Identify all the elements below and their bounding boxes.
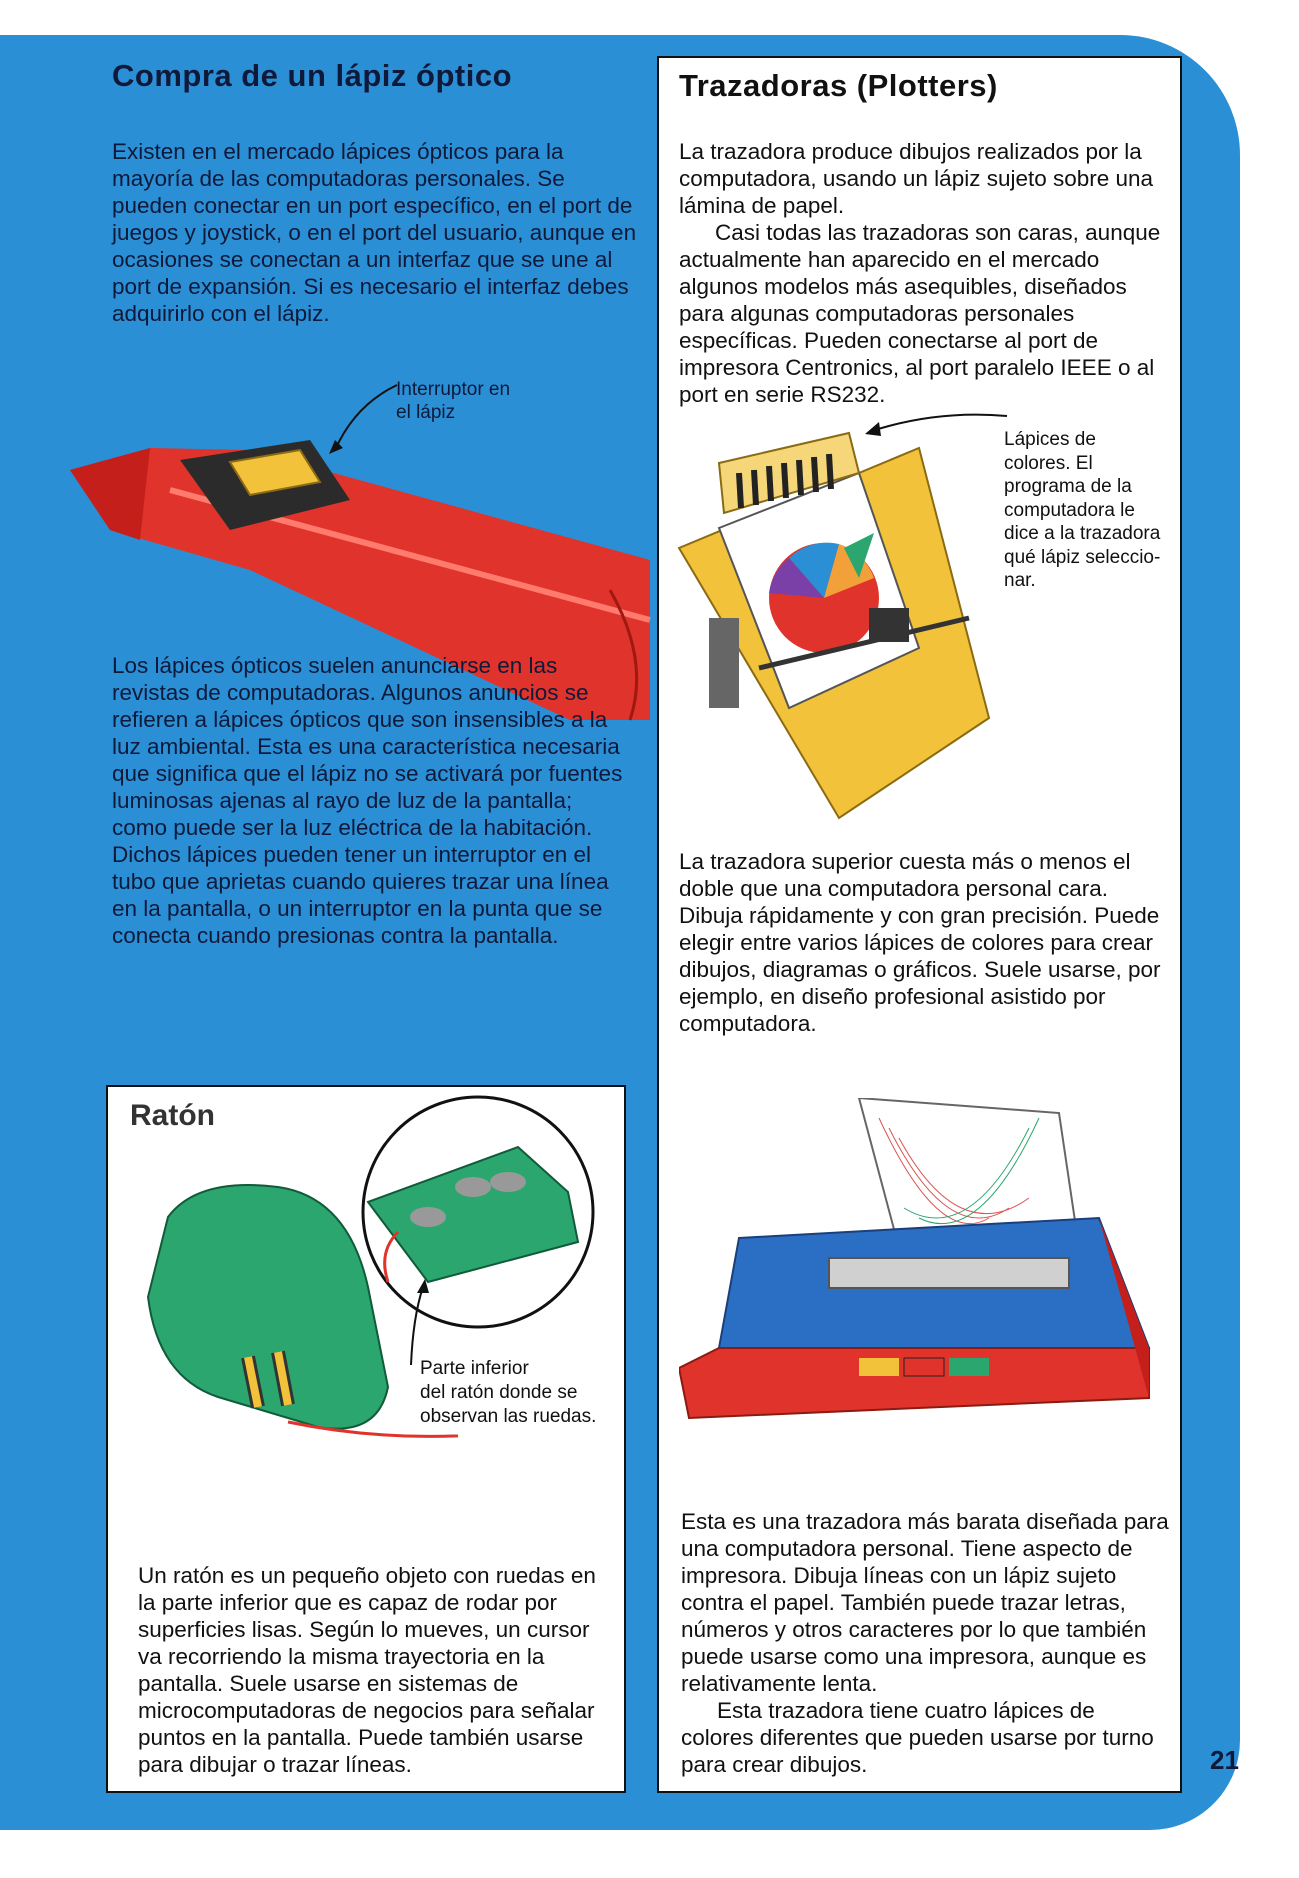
switch-callout-line2: el lápiz bbox=[396, 402, 456, 423]
mouse-heading: Ratón bbox=[130, 1099, 215, 1132]
underside-callout-line1: Parte inferior bbox=[420, 1358, 529, 1379]
cheap-plotter-text bbox=[681, 1508, 1171, 1778]
switch-arrow-icon bbox=[325, 380, 405, 460]
page-number: 21 bbox=[1210, 1745, 1239, 1775]
mouse-paragraph: Un ratón es un pequeño objeto con ruedas en la parte inferior que es capaz de rodar por superficies lisas. Según lo mueves, un cursor va recorriendo la misma trayectoria en la pantalla. Suele usarse en sistemas de microcomputadoras de negocios para señalar puntos en la pantalla. Puede también usarse para dibujar o trazar líneas. bbox=[138, 1563, 596, 1777]
mouse-underside-illustration bbox=[348, 1092, 608, 1332]
pens-callout: Lápices de colores. El programa de la computadora le dice a la trazadora qué lápiz seleccio-nar. bbox=[1004, 429, 1161, 591]
plotters-intro-paragraph-a: La trazadora produce dibujos realizados por la computadora, usando un lápiz sujeto sobre una lámina de papel. bbox=[679, 139, 1154, 218]
light-pen-details-paragraph: Los lápices ópticos suelen anunciarse en las revistas de computadoras. Algunos anuncios se refieren a lápices ópticos que son insensibles a la luz ambiental. Esta es una característica necesaria que significa que el lápiz no se activará por fuentes luminosas ajenas al rayo de luz de la pantalla; como puede ser la luz eléctrica de la habitación. Dichos lápices pueden tener un interruptor en el tubo que aprietas cuando quieres trazar una línea en la pantalla, o un interruptor en la punta que se conecta cuando presionas contra la pantalla. bbox=[112, 653, 623, 948]
light-pen-heading: Compra de un lápiz óptico bbox=[112, 58, 513, 93]
plotters-intro bbox=[679, 138, 1169, 408]
underside-callout-line2: del ratón donde se bbox=[420, 1382, 578, 1403]
cheap-plotter-paragraph-a: Esta es una trazadora más barata diseñada para una computadora personal. Tiene aspecto de impresora. Dibuja líneas con un lápiz sujeto contra el papel. También puede trazar letras, números y otros caracteres por lo que también puede usarse como una impresora, aunque es relativamente lenta. bbox=[681, 1509, 1169, 1696]
cheap-plotter-paragraph-b: Esta trazadora tiene cuatro lápices de colores diferentes que pueden usarse por turno para crear dibujos. bbox=[681, 1698, 1154, 1777]
light-pen-intro-paragraph: Existen en el mercado lápices ópticos para la mayoría de las computadoras personales. Se pueden conectar en un port específico, en el port de juegos y joystick, o en el port del usuario, aunque en ocasiones se conectan a un interfaz que se une al port de expansión. Si es necesario el interfaz debes adquirirlo con el lápiz. bbox=[112, 139, 637, 326]
underside-callout bbox=[420, 1357, 596, 1429]
plotters-intro-paragraph-b: Casi todas las trazadoras son caras, aunque actualmente han aparecido en el mercado algunos modelos más asequibles, diseñados para algunas computadoras personales específicas. Pueden conectarse al port de impresora Centronics, al port paralelo IEEE o al port en serie RS232. bbox=[679, 220, 1161, 407]
top-plotter-paragraph: La trazadora superior cuesta más o menos el doble que una computadora personal cara. Dibuja rápidamente y con gran precisión. Puede elegir entre varios lápices de colores para crear dibujos, diagramas o gráficos. Suele usarse, por ejemplo, en diseño profesional asistido por computadora. bbox=[679, 849, 1161, 1036]
flatbed-plotter-illustration bbox=[669, 418, 1009, 838]
mouse-panel bbox=[106, 1085, 626, 1793]
switch-callout-line1: Interruptor en bbox=[396, 379, 511, 400]
switch-callout bbox=[396, 378, 510, 424]
printer-plotter-illustration bbox=[679, 1098, 1159, 1438]
pens-arrow-icon bbox=[859, 408, 1009, 448]
underside-callout-line3: observan las ruedas. bbox=[420, 1406, 597, 1427]
plotters-panel bbox=[657, 56, 1182, 1793]
plotters-heading: Trazadoras (Plotters) bbox=[679, 68, 998, 103]
underside-arrow-icon bbox=[403, 1277, 433, 1367]
